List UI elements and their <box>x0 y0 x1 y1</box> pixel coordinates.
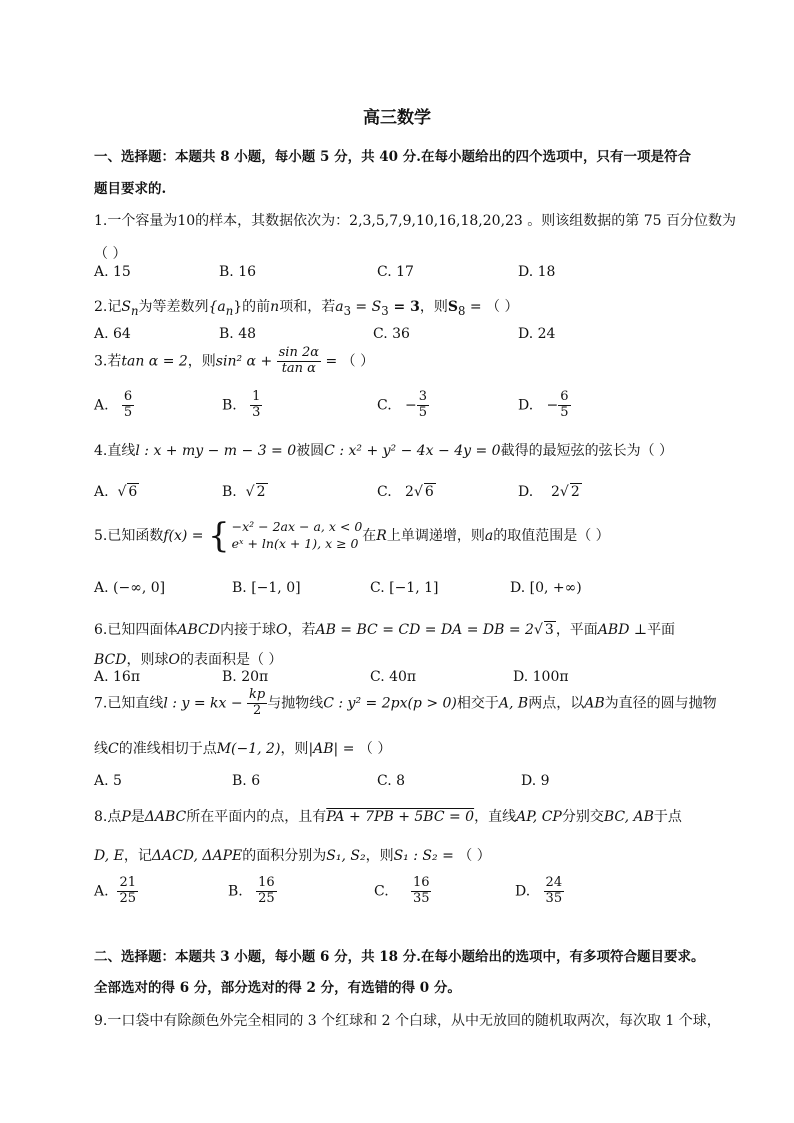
q3-option-c-num: 3 <box>418 389 428 404</box>
q6-line1-d: ，平面 <box>555 622 598 638</box>
q3-option-b <box>222 390 262 421</box>
q7-abs: |AB| <box>308 741 339 757</box>
q8-line2-c: ，则 <box>365 848 394 864</box>
q1-text: 1.一个容量为10的样本，其数据依次为：2,3,5,7,9,10,16,18,20,23 。则该组数据的第 75 百分位数为 <box>94 213 736 229</box>
q2-seq: {a <box>208 299 226 315</box>
q3-option-d-label: D. <box>518 397 534 414</box>
section1-heading-line2: 题目要求的. <box>94 181 167 197</box>
q2-seq-end: } <box>233 299 243 315</box>
q8-mid3: ，直线 <box>474 809 517 825</box>
q5-option-a: A. (−∞, 0] <box>94 580 166 596</box>
q5-stem <box>94 516 610 556</box>
q4-option-b: B. √ 2 <box>222 484 266 500</box>
q8-option-b-num: 16 <box>258 875 275 890</box>
q8-tri: ΔABC <box>144 809 187 825</box>
q7-option-c: C. 8 <box>377 773 406 789</box>
q5-mid: 在 <box>362 528 377 544</box>
q3-option-d-den: 5 <box>560 404 569 420</box>
section2-heading-line2: 全部选对的得 6 分，部分选对的得 2 分，有选错的得 0 分。 <box>94 980 461 996</box>
q7-line2-a: 线 <box>94 741 108 757</box>
q3-mid: ，则 <box>187 353 216 370</box>
q5-option-b: B. [−1, 0] <box>232 580 301 596</box>
q3-option-a-label: A. <box>94 397 109 414</box>
q1-option-b: B. 16 <box>219 264 257 280</box>
q4-tail: 截得的最短弦的弦长为（ ） <box>500 443 674 459</box>
q2-stem <box>94 296 519 318</box>
q6-abd: ABD ⊥ <box>597 622 648 638</box>
q8-option-b-label: B. <box>228 883 243 900</box>
q7-frac-num: kp <box>249 687 266 702</box>
q1-option-a: A. 15 <box>94 264 131 280</box>
q8-option-d-label: D. <box>515 883 531 900</box>
q6-line1-b: 内接于球 <box>219 622 276 638</box>
q2-tail: = （ ） <box>465 299 519 315</box>
q8-sides: BC, AB <box>603 809 654 825</box>
q3-option-b-den: 3 <box>252 404 261 420</box>
q6-line2-b: 的表面积是（ ） <box>179 652 283 668</box>
q1-paren: （ ） <box>94 246 127 262</box>
q2-sn: S <box>121 299 131 315</box>
q8-s12: S₁, S₂ <box>326 848 366 864</box>
q7-m: M(−1, 2) <box>216 741 281 757</box>
q5-fx: f(x) = <box>163 528 204 544</box>
q5-prefix: 5.已知函数 <box>94 528 164 544</box>
q8-p: P <box>121 809 131 825</box>
q7-line2-c: ，则 <box>280 741 309 757</box>
q4-option-c: C. 2√ 6 <box>377 484 434 500</box>
q3-option-a <box>94 390 134 421</box>
q6-option-c: C. 40π <box>370 669 417 685</box>
q8-line2-b: 的面积分别为 <box>242 848 327 864</box>
q8-vec: PA + 7PB + 5BC = 0 <box>326 809 475 825</box>
q2-cond: a <box>335 299 344 315</box>
q3-option-b-num: 1 <box>252 389 261 404</box>
q2-cond2: = S <box>350 299 382 315</box>
q7-option-b: B. 6 <box>232 773 261 789</box>
q3-option-c <box>377 390 429 421</box>
q2-option-c: C. 36 <box>373 326 410 342</box>
q5-brace: { <box>208 516 230 556</box>
q5-tail1: 上单调递增，则 <box>386 528 485 544</box>
q7-stem-line2 <box>94 738 391 758</box>
q6-eq-rad: 3 <box>544 622 554 638</box>
q6-o: O <box>275 622 288 638</box>
q1-option-d: D. 18 <box>518 264 556 280</box>
q5-a: a <box>484 528 494 544</box>
q7-line2-d: = （ ） <box>338 741 392 757</box>
q6-eq: AB = BC = CD = DA = DB = 2 <box>315 622 534 638</box>
q2-option-b: B. 48 <box>219 326 257 342</box>
q5-case1: −x² − 2ax − a, x < 0 <box>231 519 363 535</box>
q2-option-a: A. 64 <box>94 326 131 342</box>
q2-mid4: ，则 <box>419 299 448 315</box>
q4-option-d-rad: 2 <box>570 484 580 500</box>
q3-option-b-label: B. <box>222 397 237 414</box>
q6-line1-c: ，若 <box>287 622 316 638</box>
q3-frac-num: sin 2α <box>278 345 320 360</box>
q7-option-d: D. 9 <box>521 773 550 789</box>
q6-stem-line1: 6.已知四面体ABCD内接于球O，若AB = BC = CD = DA = DB = 2√ 3 ，平面ABD ⊥平面 <box>94 622 676 638</box>
q5-option-d: D. [0, +∞) <box>510 580 582 596</box>
q6-line2-a: ，则球 <box>126 652 169 668</box>
q5-option-c: C. [−1, 1] <box>370 580 439 596</box>
q8-ratio: S₁ : S₂ <box>393 848 438 864</box>
q4-option-c-label: C. <box>377 484 392 500</box>
q7-stem-line1 <box>94 688 717 719</box>
q9-text: 9.一口袋中有除颜色外完全相同的 3 个红球和 2 个白球，从中无放回的随机取两次，每次取 1 个球， <box>94 1013 721 1029</box>
q7-mid2: 相交于 <box>456 695 499 712</box>
section2-heading-line1: 二、选择题：本题共 3 小题，每小题 6 分，共 18 分.在每小题给出的选项中，有多项符合题目要求。 <box>94 949 705 965</box>
q7-option-a: A. 5 <box>94 773 122 789</box>
q3-option-d-sign: − <box>546 397 559 414</box>
q7-ab2: AB <box>584 695 605 712</box>
q4-option-d-label: D. <box>518 484 534 500</box>
q4-option-c-rad: 6 <box>424 484 434 500</box>
q6-stem-line2 <box>94 649 282 669</box>
q8-tail1: 于点 <box>653 809 682 825</box>
q8-option-c-num: 16 <box>412 875 430 890</box>
q4-option-a: A. √ 6 <box>94 484 138 500</box>
q7-parab: C : y² = 2px(p > 0) <box>323 695 457 712</box>
q3-option-c-label: C. <box>377 397 392 414</box>
q8-line2-a: ，记 <box>123 848 152 864</box>
q3-fraction <box>277 346 321 377</box>
q2-cond3: = 3 <box>388 299 420 315</box>
q4-option-b-rad: 2 <box>256 484 266 500</box>
q8-option-a-label: A. <box>94 883 109 900</box>
q7-mid3: 两点，以 <box>528 695 585 712</box>
q2-seq-sub: n <box>225 303 234 318</box>
q3-option-d-num: 6 <box>560 389 569 404</box>
q3-stem <box>94 346 374 377</box>
q6-line1-a: 6.已知四面体 <box>94 622 178 638</box>
q4-mid: 被圆 <box>296 443 325 459</box>
q8-line2-d: = （ ） <box>437 848 491 864</box>
q3-frac-den: tan α <box>281 360 316 376</box>
q8-stem-line1 <box>94 806 682 826</box>
q6-bcd: BCD <box>94 652 127 668</box>
q6-option-a: A. 16π <box>94 669 141 685</box>
q3-prefix: 3.若 <box>94 353 122 370</box>
q8-mid2: 所在平面内的点，且有 <box>186 809 327 825</box>
q2-mid2: 的前 <box>242 299 271 315</box>
q8-option-c-label: C. <box>374 883 389 900</box>
q8-option-a-den: 25 <box>119 890 137 906</box>
q8-stem-line2 <box>94 845 491 865</box>
q8-option-b-den: 25 <box>258 890 275 906</box>
q8-option-d-den: 35 <box>545 890 563 906</box>
q4-option-a-label: A. <box>94 484 109 500</box>
q3-option-c-sign: − <box>405 397 417 414</box>
q8-tris: ΔACD, ΔAPE <box>151 848 243 864</box>
q3-option-d <box>518 390 571 421</box>
q7-mid1: 与抛物线 <box>267 695 324 712</box>
q6-o2: O <box>168 652 180 668</box>
q8-option-b <box>228 876 277 907</box>
q4-circle: C : x² + y² − 4x − 4y = 0 <box>324 443 501 459</box>
q6-abcd: ABCD <box>177 622 220 638</box>
q8-option-a-num: 21 <box>119 875 137 890</box>
q8-option-d-num: 24 <box>545 875 563 890</box>
q1-option-c: C. 17 <box>377 264 414 280</box>
q7-frac-den: 2 <box>252 702 262 718</box>
q2-option-d: D. 24 <box>518 326 556 342</box>
q4-option-b-label: B. <box>222 484 237 500</box>
q2-cond-sub: 3 <box>343 303 351 318</box>
q3-option-a-num: 6 <box>123 389 133 404</box>
q6-line1-e: 平面 <box>647 622 676 638</box>
q3-option-c-den: 5 <box>418 404 428 420</box>
page-title: 高三数学 <box>363 108 431 128</box>
q2-mid3: 项和，若 <box>279 299 336 315</box>
q4-option-d-coef: 2 <box>551 484 560 500</box>
q7-line2-b: 的准线相切于点 <box>118 741 217 757</box>
q3-option-a-den: 5 <box>123 404 133 420</box>
q8-option-c-den: 35 <box>412 890 430 906</box>
q5-R: R <box>376 528 387 544</box>
q8-option-a <box>94 876 138 907</box>
q4-stem <box>94 440 673 460</box>
q3-tail: = （ ） <box>321 353 375 370</box>
q4-option-c-coef: 2 <box>405 484 414 500</box>
q2-target: S <box>447 299 458 315</box>
q8-option-d <box>515 876 564 907</box>
q2-mid1: 为等差数列 <box>138 299 209 315</box>
q8-prefix: 8.点 <box>94 809 122 825</box>
q7-ab: A, B <box>498 695 529 712</box>
q4-line: l : x + my − m − 3 = 0 <box>135 443 297 459</box>
q2-target-sub: 8 <box>458 303 466 318</box>
q8-lines: AP, CP <box>516 809 562 825</box>
q6-option-b: B. 20π <box>222 669 269 685</box>
q8-line2-pts: D, E <box>94 848 124 864</box>
q4-option-d: D. 2√ 2 <box>518 484 580 500</box>
q7-c: C <box>108 741 119 757</box>
q3-cond: tan α = 2 <box>121 353 188 370</box>
q5-tail2: 的取值范围是（ ） <box>493 528 610 544</box>
q6-option-d: D. 100π <box>513 669 569 685</box>
q3-expr: sin² α + <box>215 353 273 370</box>
q8-mid4: 分别交 <box>561 809 604 825</box>
q8-option-c <box>374 876 431 907</box>
q5-case2: eˣ + ln(x + 1), x ≥ 0 <box>231 536 359 551</box>
section1-heading-line1: 一、选择题：本题共 8 小题，每小题 5 分，共 40 分.在每小题给出的四个选项中，只有一项是符合 <box>94 149 691 165</box>
q2-n: n <box>270 299 280 315</box>
q8-mid1: 是 <box>130 809 145 825</box>
q7-line: l : y = kx − <box>163 695 243 712</box>
q2-sn-sub: n <box>130 303 139 318</box>
q2-cond2-sub: 3 <box>381 303 389 318</box>
q2-prefix: 2.记 <box>94 299 122 315</box>
q7-prefix: 7.已知直线 <box>94 695 164 712</box>
q4-prefix: 4.直线 <box>94 443 136 459</box>
q7-tail1: 为直径的圆与抛物 <box>604 695 717 712</box>
q4-option-a-rad: 6 <box>128 484 138 500</box>
